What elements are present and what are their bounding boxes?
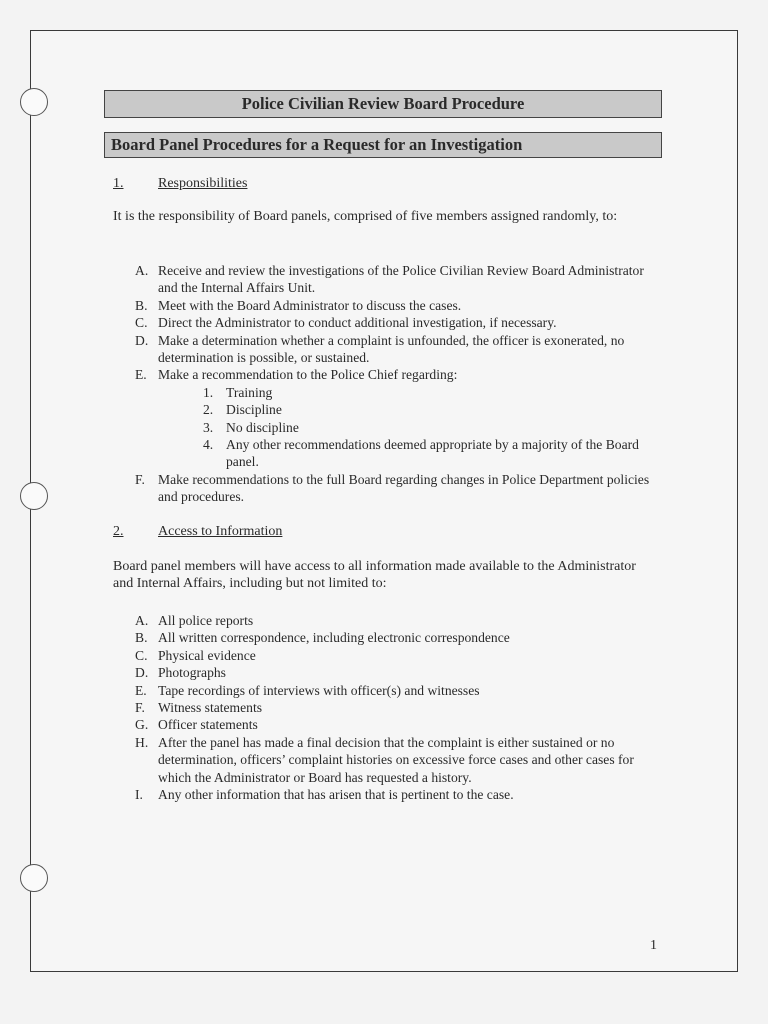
- list-item-text: Make recommendations to the full Board regarding changes in Police Department policies and procedures.: [158, 471, 650, 505]
- list-item-text: Physical evidence: [158, 647, 256, 663]
- sub-list-text: Discipline: [226, 402, 282, 418]
- sub-list-number: 2.: [203, 402, 214, 418]
- punch-hole-top: [20, 88, 48, 116]
- list-item: [135, 664, 665, 681]
- sub-list-item: [203, 384, 665, 401]
- list-item-letter: H.: [135, 734, 149, 750]
- list-item: [135, 471, 665, 506]
- list-item-letter: D.: [135, 665, 149, 681]
- list-item-text: Meet with the Board Administrator to discuss the cases.: [158, 297, 462, 313]
- list-item-text: After the panel has made a final decision that the complaint is either sustained or no determination, officers’ complaint histories on excessive force cases and other cases for which the Administrator or Board has requested a history.: [158, 734, 634, 785]
- sub-list-item: [203, 419, 665, 436]
- sub-list-item: [203, 401, 665, 418]
- list-item: [135, 314, 665, 331]
- document-subtitle: Board Panel Procedures for a Request for an Investigation: [104, 132, 662, 158]
- list-item-letter: B.: [135, 297, 148, 313]
- section-1-intro: It is the responsibility of Board panels, comprised of five members assigned randomly, to:: [113, 209, 618, 224]
- list-item: [135, 647, 665, 664]
- list-item: [135, 612, 665, 629]
- list-item-letter: F.: [135, 700, 145, 716]
- sub-list-number: 4.: [203, 437, 214, 453]
- list-item-letter: C.: [135, 647, 148, 663]
- responsibilities-list: [135, 262, 665, 506]
- sub-list-number: 3.: [203, 419, 214, 435]
- list-item: [135, 366, 665, 470]
- list-item: [135, 332, 665, 367]
- list-item-letter: A.: [135, 263, 149, 278]
- sub-list-text: Training: [226, 384, 273, 400]
- list-item-letter: D.: [135, 332, 149, 348]
- punch-hole-middle: [20, 482, 48, 510]
- list-item-letter: C.: [135, 315, 148, 331]
- list-item: [135, 629, 665, 646]
- list-item-letter: E.: [135, 682, 147, 698]
- list-item-text: All police reports: [158, 613, 254, 628]
- list-item: [135, 699, 665, 716]
- sub-list-text: No discipline: [226, 419, 299, 435]
- access-list: [135, 612, 665, 803]
- list-item-text: Any other information that has arisen that is pertinent to the case.: [158, 787, 514, 803]
- list-item-letter: G.: [135, 717, 149, 733]
- document-title: Police Civilian Review Board Procedure: [104, 90, 662, 118]
- list-item: [135, 682, 665, 699]
- list-item-text: Tape recordings of interviews with officer(s) and witnesses: [158, 682, 480, 698]
- page-number: 1: [650, 938, 657, 953]
- punch-hole-bottom: [20, 864, 48, 892]
- section-2-title: Access to Information: [158, 524, 283, 539]
- list-item: [135, 297, 665, 314]
- list-item-text: All written correspondence, including electronic correspondence: [158, 630, 510, 646]
- list-item-letter: B.: [135, 630, 148, 646]
- list-item-text: Direct the Administrator to conduct additional investigation, if necessary.: [158, 315, 557, 331]
- list-item: [135, 786, 665, 803]
- section-2-heading: [113, 524, 282, 540]
- section-2-number: 2.: [113, 524, 124, 539]
- list-item: [135, 716, 665, 733]
- section-1-heading: [113, 176, 247, 192]
- section-2-intro: Board panel members will have access to all information made available to the Administrator and Internal Affairs, including but not limited to:: [113, 559, 636, 591]
- list-item-letter: A.: [135, 613, 149, 628]
- list-item: [135, 262, 665, 297]
- list-item-letter: E.: [135, 367, 147, 383]
- list-item-text: Officer statements: [158, 717, 258, 733]
- list-item-text: Witness statements: [158, 700, 263, 716]
- list-item: [135, 734, 665, 786]
- list-item-letter: F.: [135, 471, 145, 487]
- list-item-text: Photographs: [158, 665, 226, 681]
- sub-list: [203, 384, 665, 471]
- list-item-text: Make a recommendation to the Police Chief regarding:: [158, 367, 458, 383]
- sub-list-item: [203, 436, 665, 471]
- section-1-title: Responsibilities: [158, 176, 248, 191]
- sub-list-text: Any other recommendations deemed appropriate by a majority of the Board panel.: [226, 437, 639, 470]
- list-item-text: Make a determination whether a complaint is unfounded, the officer is exonerated, no determination is possible, or sustained.: [158, 332, 625, 366]
- section-1-number: 1.: [113, 176, 124, 191]
- list-item-text: Receive and review the investigations of the Police Civilian Review Board Administrator and the Internal Affairs Unit.: [158, 263, 644, 296]
- list-item-letter: I.: [135, 787, 143, 803]
- sub-list-number: 1.: [203, 384, 214, 400]
